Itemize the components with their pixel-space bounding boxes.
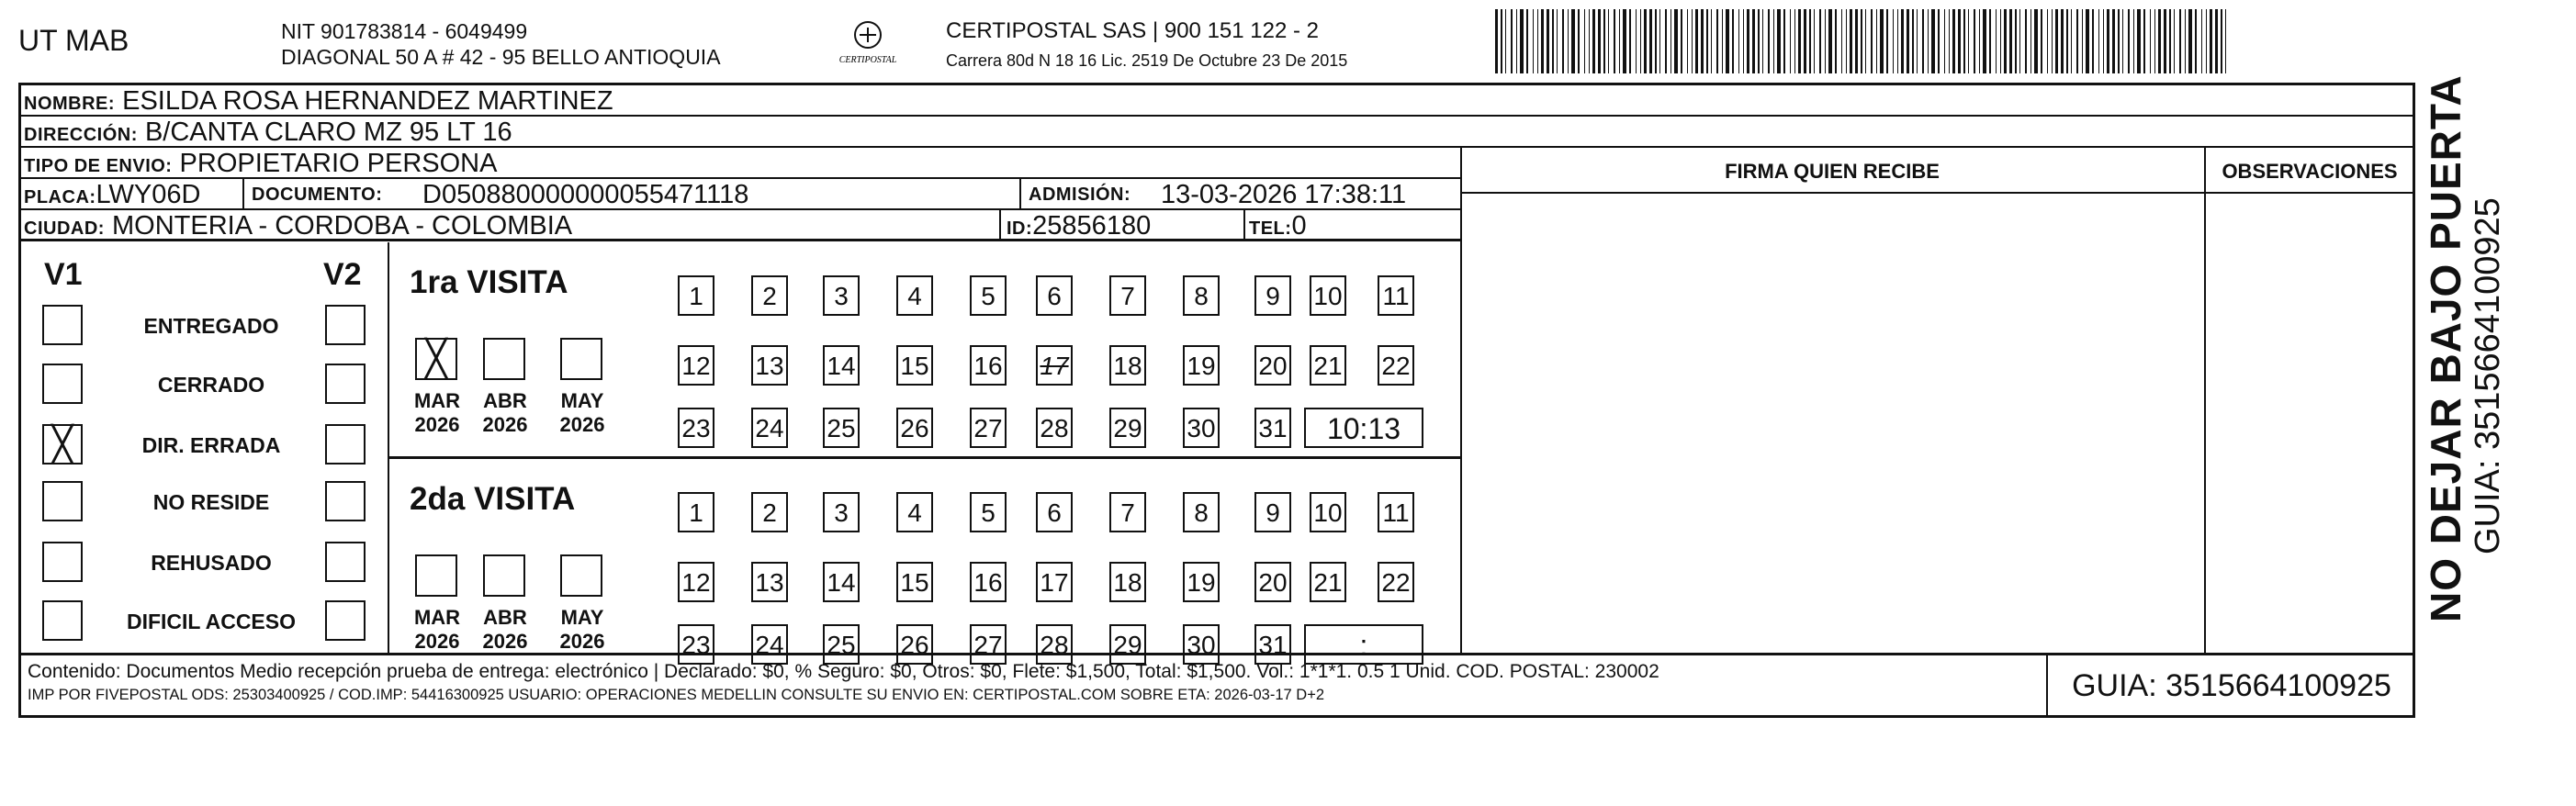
barcode-bar xyxy=(1773,9,1774,73)
barcode-bar xyxy=(1692,9,1693,73)
month-name: MAR xyxy=(413,389,461,412)
day-box[interactable]: 30 xyxy=(1183,624,1220,665)
barcode-bar xyxy=(1495,9,1498,73)
barcode-bar xyxy=(2103,9,2104,73)
barcode-bar xyxy=(2128,9,2130,73)
barcode xyxy=(1495,9,2230,73)
barcode-bar xyxy=(1931,9,1935,73)
direccion-value: B/CANTA CLARO MZ 95 LT 16 xyxy=(144,118,512,147)
barcode-bar xyxy=(1640,9,1641,73)
day-box[interactable]: 19 xyxy=(1183,345,1220,386)
barcode-bar xyxy=(1537,9,1538,73)
company-nit: NIT 901783814 - 6049499 xyxy=(281,19,528,43)
barcode-bar xyxy=(1526,9,1528,73)
month-label xyxy=(476,606,534,654)
day-box[interactable]: 27 xyxy=(970,408,1007,448)
barcode-bar xyxy=(1670,9,1671,73)
barcode-bar xyxy=(1665,9,1667,73)
month-year: 2026 xyxy=(414,413,460,436)
placa-label: PLACA: xyxy=(24,187,96,207)
barcode-bar xyxy=(1917,9,1918,73)
barcode-bar xyxy=(1989,9,1991,73)
direccion-label: DIRECCIÓN: xyxy=(24,125,138,145)
day-box[interactable]: 6 xyxy=(1036,275,1073,316)
barcode-bar xyxy=(1841,9,1842,73)
side-guia: GUIA: 3515664100925 xyxy=(2469,197,2507,554)
barcode-bar xyxy=(1505,9,1506,73)
barcode-bar xyxy=(1511,9,1513,73)
day-box[interactable]: 30 xyxy=(1183,408,1220,448)
barcode-bar xyxy=(1783,9,1785,73)
barcode-bar xyxy=(1922,9,1924,73)
day-box[interactable]: 27 xyxy=(970,624,1007,665)
status-label: DIFICIL ACCESO xyxy=(126,610,296,633)
barcode-bar xyxy=(2000,9,2001,73)
barcode-bar xyxy=(1846,9,1847,73)
day-box[interactable]: 19 xyxy=(1183,562,1220,602)
barcode-bar xyxy=(2154,9,2155,73)
nombre-value: ESILDA ROSA HERNANDEZ MARTINEZ xyxy=(122,86,613,116)
barcode-bar xyxy=(1562,9,1564,73)
month-name: ABR xyxy=(483,606,527,629)
barcode-bar xyxy=(1828,9,1832,73)
barcode-bar xyxy=(2188,9,2192,73)
nombre-label: NOMBRE: xyxy=(24,94,116,114)
v1-checkbox[interactable] xyxy=(42,305,83,345)
day-box[interactable]: 20 xyxy=(1254,345,1291,386)
month-name: ABR xyxy=(483,389,527,412)
month-name: MAR xyxy=(413,606,461,629)
barcode-bar xyxy=(2041,9,2042,73)
barcode-bar xyxy=(1743,9,1744,73)
day-box[interactable]: 15 xyxy=(896,562,933,602)
day-box[interactable]: 17 xyxy=(1036,345,1073,386)
v2-checkbox[interactable] xyxy=(325,305,366,345)
barcode-bar xyxy=(1649,9,1652,73)
day-box[interactable]: 1 xyxy=(678,275,714,316)
day-box[interactable]: 18 xyxy=(1109,562,1146,602)
day-box[interactable]: 12 xyxy=(678,345,714,386)
barcode-bar xyxy=(1809,9,1811,73)
barcode-bar xyxy=(2107,9,2109,73)
barcode-bar xyxy=(1938,9,1940,73)
day-box[interactable]: 3 xyxy=(823,275,860,316)
admision-label: ADMISIÓN: xyxy=(1029,185,1131,205)
barcode-bar xyxy=(1861,9,1862,73)
barcode-bar xyxy=(1501,9,1502,73)
barcode-bar xyxy=(1592,9,1595,73)
barcode-bar xyxy=(2034,9,2038,73)
barcode-bar xyxy=(2185,9,2186,73)
barcode-bar xyxy=(2025,9,2027,73)
month-label xyxy=(553,606,612,654)
barcode-bar xyxy=(1547,9,1549,73)
barcode-bar xyxy=(1880,9,1884,73)
barcode-bar xyxy=(1629,9,1631,73)
carrier-address: Carrera 80d N 18 16 Lic. 2519 De Octubre 23 De 2015 xyxy=(946,51,1348,70)
month-checkbox[interactable] xyxy=(483,554,525,597)
barcode-bar xyxy=(1687,9,1688,73)
barcode-bar xyxy=(1520,9,1524,73)
barcode-bar xyxy=(1603,9,1605,73)
documento-value: D050880000000055471118 xyxy=(422,180,749,209)
barcode-bar xyxy=(1886,9,1888,73)
barcode-bar xyxy=(1726,9,1729,73)
day-box[interactable]: 15 xyxy=(896,345,933,386)
tipo-label: TIPO DE ENVIO: xyxy=(24,156,173,176)
barcode-bar xyxy=(2118,9,2120,73)
guia-box: GUIA: 3515664100925 xyxy=(2046,654,2415,718)
status-label: NO RESIDE xyxy=(152,490,270,514)
v2-checkbox[interactable] xyxy=(325,481,366,521)
day-box[interactable]: 17 xyxy=(1036,562,1073,602)
barcode-bar xyxy=(2225,9,2226,73)
barcode-bar xyxy=(1876,9,1877,73)
barcode-bar xyxy=(2066,9,2068,73)
id-field xyxy=(1007,210,1151,244)
barcode-bar xyxy=(2086,9,2089,73)
barcode-bar xyxy=(1804,9,1806,73)
barcode-bar xyxy=(1659,9,1660,73)
barcode-bar xyxy=(1552,9,1554,73)
footer-contenido: Contenido: Documentos Medio recepción prueba de entrega: electrónico | Declarado: $0, % Seguro: $0, Otros: $0, Flete: $1,500, Total: $1,500. Vol.: 1*1*1. 0.5 1 Unid. COD. POSTAL: 230002 xyxy=(28,661,1659,682)
day-box[interactable]: 8 xyxy=(1183,492,1220,532)
day-box[interactable]: 18 xyxy=(1109,345,1146,386)
day-box[interactable]: 16 xyxy=(970,345,1007,386)
day-box[interactable]: 20 xyxy=(1254,562,1291,602)
barcode-bar xyxy=(1794,9,1795,73)
day-box[interactable]: 29 xyxy=(1109,624,1146,665)
v2-checkbox[interactable] xyxy=(325,600,366,641)
barcode-bar xyxy=(2143,9,2145,73)
v1-checkbox[interactable]: ╳ xyxy=(42,424,83,465)
day-box[interactable]: 23 xyxy=(678,408,714,448)
barcode-bar xyxy=(1949,9,1950,73)
barcode-bar xyxy=(1979,9,1980,73)
ciudad-value: MONTERIA - CORDOBA - COLOMBIA xyxy=(112,211,573,241)
barcode-bar xyxy=(2122,9,2123,73)
month-checkbox[interactable] xyxy=(560,554,602,597)
ciudad-label: CIUDAD: xyxy=(24,218,105,239)
visit-title: 1ra VISITA xyxy=(410,264,568,300)
id-value: 25856180 xyxy=(1032,211,1152,241)
month-label xyxy=(408,389,467,437)
barcode-bar xyxy=(1695,9,1698,73)
barcode-bar xyxy=(1974,9,1975,73)
barcode-bar xyxy=(1897,9,1898,73)
month-label xyxy=(408,606,467,654)
barcode-bar xyxy=(2052,9,2053,73)
barcode-bar xyxy=(2061,9,2064,73)
day-box[interactable]: 6 xyxy=(1036,492,1073,532)
day-box[interactable]: 24 xyxy=(751,408,788,448)
barcode-bar xyxy=(1706,9,1708,73)
month-year: 2026 xyxy=(482,630,528,653)
barcode-bar xyxy=(1623,9,1626,73)
company-address: DIAGONAL 50 A # 42 - 95 BELLO ANTIOQUIA xyxy=(281,45,721,69)
barcode-bar xyxy=(1944,9,1945,73)
day-box[interactable]: 26 xyxy=(896,408,933,448)
barcode-bar xyxy=(1912,9,1914,73)
documento-label: DOCUMENTO: xyxy=(252,185,383,205)
barcode-bar xyxy=(2195,9,2197,73)
visit-time[interactable]: 10:13 xyxy=(1304,408,1423,448)
barcode-bar xyxy=(1701,9,1704,73)
month-label xyxy=(476,389,534,437)
barcode-bar xyxy=(2174,9,2175,73)
day-box[interactable]: 10 xyxy=(1310,492,1346,532)
barcode-bar xyxy=(1762,9,1763,73)
barcode-bar xyxy=(2055,9,2058,73)
visit-time[interactable]: : xyxy=(1304,624,1423,665)
day-box[interactable]: 21 xyxy=(1310,345,1346,386)
day-box[interactable]: 14 xyxy=(823,345,860,386)
barcode-bar xyxy=(1747,9,1749,73)
v2-checkbox[interactable] xyxy=(325,424,366,465)
day-box[interactable]: 5 xyxy=(970,275,1007,316)
barcode-bar xyxy=(1819,9,1821,73)
v1-checkbox[interactable] xyxy=(42,364,83,404)
month-checkbox[interactable] xyxy=(560,338,602,380)
carrier-info xyxy=(946,17,1347,75)
barcode-bar xyxy=(2098,9,2099,73)
barcode-bar xyxy=(1814,9,1815,73)
status-label: REHUSADO xyxy=(151,551,272,575)
visit-title: 2da VISITA xyxy=(410,481,576,517)
day-box[interactable]: 31 xyxy=(1254,624,1291,665)
barcode-bar xyxy=(1584,9,1585,73)
tel-label: TEL: xyxy=(1249,218,1292,239)
row-nombre xyxy=(18,85,2415,117)
observations-area[interactable] xyxy=(2209,195,2411,650)
day-box[interactable]: 28 xyxy=(1036,624,1073,665)
v2-label: V2 xyxy=(323,257,362,292)
barcode-bar xyxy=(2215,9,2218,73)
v1-checkbox[interactable] xyxy=(42,481,83,521)
day-box[interactable]: 4 xyxy=(896,275,933,316)
day-box[interactable]: 29 xyxy=(1109,408,1146,448)
barcode-bar xyxy=(1598,9,1601,73)
barcode-bar xyxy=(1790,9,1791,73)
day-box[interactable]: 4 xyxy=(896,492,933,532)
day-box[interactable]: 24 xyxy=(751,624,788,665)
barcode-bar xyxy=(1557,9,1558,73)
barcode-bar xyxy=(2221,9,2222,73)
month-checkbox[interactable]: ╳ xyxy=(415,338,457,380)
status-label: CERRADO xyxy=(157,373,265,397)
day-box[interactable]: 25 xyxy=(823,624,860,665)
barcode-bar xyxy=(1850,9,1852,73)
day-box[interactable]: 10 xyxy=(1310,275,1346,316)
day-box[interactable]: 3 xyxy=(823,492,860,532)
company-info xyxy=(281,18,721,70)
day-box[interactable]: 13 xyxy=(751,562,788,602)
day-box[interactable]: 2 xyxy=(751,492,788,532)
v2-checkbox[interactable] xyxy=(325,364,366,404)
day-box[interactable]: 2 xyxy=(751,275,788,316)
status-label: ENTREGADO xyxy=(143,314,279,338)
barcode-bar xyxy=(2030,9,2031,73)
barcode-bar xyxy=(1958,9,1961,73)
month-year: 2026 xyxy=(559,413,605,436)
barcode-bar xyxy=(2206,9,2207,73)
placa-value: LWY06D xyxy=(96,180,201,209)
barcode-bar xyxy=(1835,9,1837,73)
day-box[interactable]: 13 xyxy=(751,345,788,386)
barcode-bar xyxy=(2137,9,2141,73)
no-dejar-notice: NO DEJAR BAJO PUERTA xyxy=(2422,74,2469,622)
observaciones-header: OBSERVACIONES xyxy=(2222,160,2398,183)
month-year: 2026 xyxy=(482,413,528,436)
month-name: MAY xyxy=(560,389,604,412)
barcode-bar xyxy=(2004,9,2007,73)
barcode-bar xyxy=(1716,9,1718,73)
barcode-bar xyxy=(1568,9,1569,73)
day-box[interactable]: 7 xyxy=(1109,492,1146,532)
barcode-bar xyxy=(1752,9,1755,73)
barcode-bar xyxy=(1571,9,1575,73)
certipostal-logo xyxy=(817,17,918,72)
barcode-bar xyxy=(2201,9,2202,73)
barcode-bar xyxy=(1738,9,1739,73)
barcode-bar xyxy=(1907,9,1909,73)
day-box[interactable]: 31 xyxy=(1254,408,1291,448)
barcode-bar xyxy=(2169,9,2171,73)
barcode-bar xyxy=(2071,9,2072,73)
day-box[interactable]: 23 xyxy=(678,624,714,665)
barcode-bar xyxy=(1901,9,1904,73)
barcode-bar xyxy=(1952,9,1955,73)
tipo-value: PROPIETARIO PERSONA xyxy=(179,149,498,178)
row-tipo xyxy=(18,148,1462,179)
day-box[interactable]: 21 xyxy=(1310,562,1346,602)
day-box[interactable]: 22 xyxy=(1378,345,1414,386)
barcode-bar xyxy=(1644,9,1647,73)
day-box[interactable]: 1 xyxy=(678,492,714,532)
barcode-bar xyxy=(2047,9,2048,73)
barcode-bar xyxy=(2133,9,2134,73)
tel-value: 0 xyxy=(1291,211,1307,241)
barcode-bar xyxy=(1578,9,1580,73)
barcode-bar xyxy=(1608,9,1609,73)
barcode-bar xyxy=(1871,9,1873,73)
day-box[interactable]: 26 xyxy=(896,624,933,665)
barcode-bar xyxy=(1589,9,1590,73)
month-year: 2026 xyxy=(559,630,605,653)
status-label: DIR. ERRADA xyxy=(141,433,281,457)
day-box[interactable]: 8 xyxy=(1183,275,1220,316)
barcode-bar xyxy=(2015,9,2017,73)
month-checkbox[interactable] xyxy=(415,554,457,597)
barcode-bar xyxy=(1825,9,1826,73)
day-box[interactable]: 14 xyxy=(823,562,860,602)
svg-text:CERTIPOSTAL: CERTIPOSTAL xyxy=(838,55,897,65)
firma-header: FIRMA QUIEN RECIBE xyxy=(1725,160,1940,183)
tel-field xyxy=(1249,210,1307,244)
day-box[interactable]: 9 xyxy=(1254,492,1291,532)
id-label: ID: xyxy=(1007,218,1033,239)
barcode-bar xyxy=(1963,9,1965,73)
barcode-bar xyxy=(1516,9,1517,73)
barcode-bar xyxy=(1619,9,1620,73)
barcode-bar xyxy=(1614,9,1615,73)
row-placa xyxy=(18,179,1462,210)
day-box[interactable]: 16 xyxy=(970,562,1007,602)
barcode-bar xyxy=(1893,9,1894,73)
day-box[interactable]: 11 xyxy=(1378,492,1414,532)
carrier-name: CERTIPOSTAL SAS | 900 151 122 - 2 xyxy=(946,18,1319,43)
barcode-bar xyxy=(1711,9,1712,73)
barcode-bar xyxy=(2019,9,2020,73)
barcode-bar xyxy=(1968,9,1969,73)
barcode-bar xyxy=(1541,9,1544,73)
barcode-bar xyxy=(2112,9,2115,73)
barcode-bar xyxy=(1798,9,1801,73)
barcode-bar xyxy=(2092,9,2094,73)
barcode-bar xyxy=(2210,9,2212,73)
v2-checkbox[interactable] xyxy=(325,542,366,582)
barcode-bar xyxy=(2179,9,2181,73)
barcode-bar xyxy=(1768,9,1770,73)
day-box[interactable]: 7 xyxy=(1109,275,1146,316)
day-box[interactable]: 28 xyxy=(1036,408,1073,448)
barcode-bar xyxy=(1681,9,1682,73)
barcode-bar xyxy=(1855,9,1858,73)
barcode-bar xyxy=(1674,9,1678,73)
barcode-bar xyxy=(1732,9,1734,73)
barcode-bar xyxy=(2082,9,2083,73)
v1-label: V1 xyxy=(44,257,83,292)
month-checkbox[interactable] xyxy=(483,338,525,380)
month-year: 2026 xyxy=(414,630,460,653)
barcode-bar xyxy=(2164,9,2166,73)
barcode-bar xyxy=(1865,9,1866,73)
barcode-bar xyxy=(1996,9,1997,73)
day-box[interactable]: 22 xyxy=(1378,562,1414,602)
day-box[interactable]: 25 xyxy=(823,408,860,448)
barcode-bar xyxy=(1655,9,1657,73)
barcode-bar xyxy=(2150,9,2151,73)
admision-value: 13-03-2026 17:38:11 xyxy=(1161,180,1407,209)
barcode-bar xyxy=(1758,9,1760,73)
footer-impresion: IMP POR FIVEPOSTAL ODS: 25303400925 / COD.IMP: 54416300925 USUARIO: OPERACIONES MEDELLIN CONSULTE SU ENVIO EN: CERTIPOSTAL.COM SOBRE ETA: 2026-03-17 D+2 xyxy=(28,687,1325,703)
day-box[interactable]: 12 xyxy=(678,562,714,602)
barcode-bar xyxy=(2009,9,2012,73)
barcode-bar xyxy=(1533,9,1534,73)
barcode-bar xyxy=(1722,9,1723,73)
barcode-bar xyxy=(2158,9,2161,73)
month-name: MAY xyxy=(560,606,604,629)
barcode-bar xyxy=(1928,9,1929,73)
row-ciudad xyxy=(18,210,1462,241)
day-box[interactable]: 5 xyxy=(970,492,1007,532)
barcode-bar xyxy=(1777,9,1781,73)
barcode-bar xyxy=(1636,9,1637,73)
v1-checkbox[interactable] xyxy=(42,600,83,641)
month-label xyxy=(553,389,612,437)
barcode-bar xyxy=(2076,9,2078,73)
day-box[interactable]: 11 xyxy=(1378,275,1414,316)
barcode-bar xyxy=(1983,9,1986,73)
v1-checkbox[interactable] xyxy=(42,542,83,582)
day-box[interactable]: 9 xyxy=(1254,275,1291,316)
company-name: UT MAB xyxy=(18,24,129,57)
row-direccion xyxy=(18,117,2415,148)
signature-area[interactable] xyxy=(1465,195,2199,650)
